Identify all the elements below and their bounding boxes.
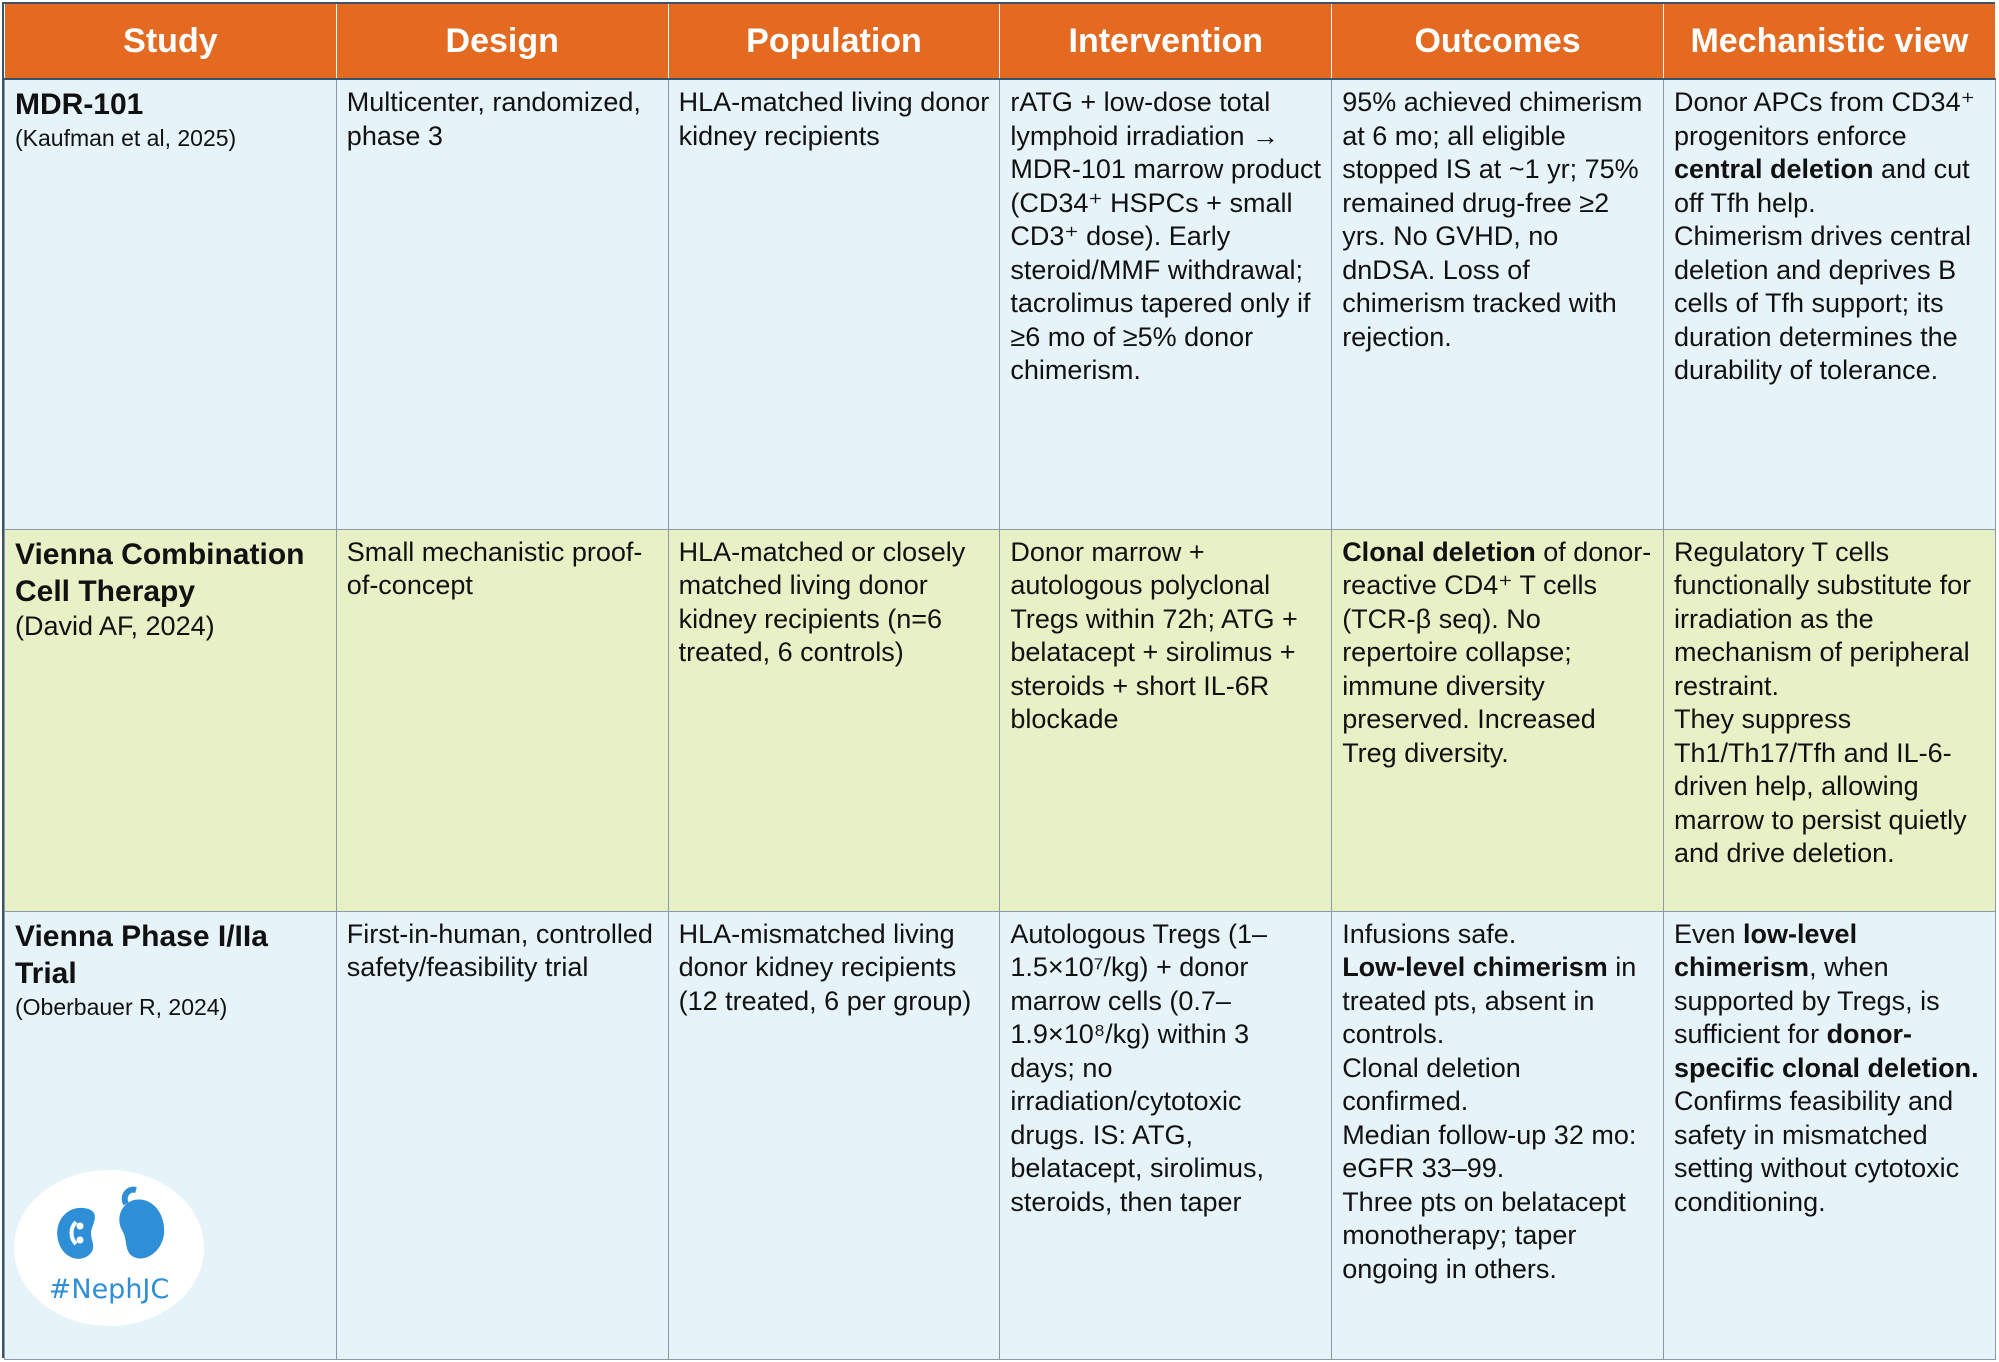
study-comparison-table: [4, 4, 1996, 1360]
outcomes-emphasis: Low-level chimerism: [1342, 952, 1608, 982]
mech-paragraph: Chimerism drives central deletion and deprives B cells of Tfh support; its duration determines the durability of tolerance.: [1673, 221, 1972, 385]
mech-text: Donor APCs from CD34⁺ progenitors enforce: [1673, 87, 1975, 151]
mech-text: and cut off Tfh help.: [1673, 154, 1970, 218]
outcomes-line: Median follow-up 32 mo: eGFR 33–99.: [1342, 1119, 1637, 1183]
study-name: Vienna Combination Cell Therapy: [15, 537, 305, 608]
outcomes-cell: 95% achieved chimerism at 6 mo; all eligible stopped IS at ~1 yr; 75% remained drug-free ≥2 yrs. No GVHD, no dnDSA. Loss of chimerism tracked with rejection.: [1332, 79, 1664, 529]
study-citation: (Oberbauer R, 2024): [15, 993, 228, 1020]
mech-text: Confirms feasibility and safety in mismatched setting without cytotoxic conditioning.: [1673, 1086, 1960, 1217]
mech-paragraph: Regulatory T cells functionally substitute for irradiation as the mechanism of peripheral restraint.: [1673, 536, 1972, 701]
design-cell: Multicenter, randomized, phase 3: [336, 79, 668, 529]
study-name: Vienna Phase I/IIa Trial: [15, 919, 268, 990]
header-design: Design: [336, 4, 668, 79]
study-comparison-table-frame: [2, 2, 1995, 1358]
header-row: [5, 4, 1996, 79]
population-cell: HLA-mismatched living donor kidney recipients (12 treated, 6 per group): [668, 911, 1000, 1359]
table-row: [5, 911, 1996, 1359]
header-mechanistic-view: Mechanistic view: [1663, 4, 1995, 79]
study-citation: (Kaufman et al, 2025): [15, 125, 237, 151]
header-intervention: Intervention: [1000, 4, 1332, 79]
intervention-cell: Donor marrow + autologous polyclonal Tregs within 72h; ATG + belatacept + sirolimus + steroids + short IL-6R blockade: [1000, 529, 1332, 911]
mech-paragraph: [1674, 86, 1985, 220]
study-cell: [5, 79, 337, 529]
outcomes-text: of donor-reactive CD4⁺ T cells (TCR-β seq). No repertoire collapse; immune diversity preserved. Increased Treg diversity.: [1342, 536, 1652, 768]
outcomes-cell: [1332, 911, 1664, 1359]
outcomes-emphasis: Clonal deletion: [1342, 536, 1536, 567]
intervention-cell: rATG + low-dose total lymphoid irradiation → MDR-101 marrow product (CD34⁺ HSPCs + small CD3⁺ dose). Early steroid/MMF withdrawal; tacrolimus tapered only if ≥6 mo of ≥5% donor chimerism.: [1000, 79, 1332, 529]
outcomes-cell: [1332, 529, 1664, 911]
mech-text: Even: [1673, 918, 1744, 949]
header-population: Population: [668, 4, 1000, 79]
table-row: [5, 529, 1996, 911]
outcomes-line: Three pts on belatacept monotherapy; taper ongoing in others.: [1342, 1186, 1626, 1284]
mech-emphasis: central deletion: [1673, 154, 1874, 184]
header-outcomes: Outcomes: [1332, 4, 1664, 79]
outcomes-line: Clonal deletion confirmed.: [1342, 1052, 1521, 1116]
design-cell: First-in-human, controlled safety/feasibility trial: [336, 911, 668, 1359]
mechanistic-view-cell: [1663, 79, 1995, 529]
mechanistic-view-cell: [1663, 529, 1995, 911]
outcomes-line: [1342, 951, 1653, 1052]
design-cell: Small mechanistic proof-of-concept: [336, 529, 668, 911]
study-cell: [5, 529, 337, 911]
outcomes-text: in treated pts, absent in controls.: [1342, 952, 1637, 1049]
nephjc-logo: [14, 1170, 204, 1326]
mech-emphasis: low-level chimerism: [1673, 918, 1858, 982]
outcomes-line: Infusions safe.: [1342, 918, 1517, 949]
study-name: MDR-101: [15, 88, 144, 121]
population-cell: HLA-matched living donor kidney recipients: [668, 79, 1000, 529]
header-study: Study: [5, 4, 337, 79]
mech-text: , when supported by Tregs, is sufficient for: [1673, 952, 1940, 1049]
mechanistic-view-cell: [1663, 911, 1995, 1359]
intervention-cell: Autologous Tregs (1–1.5×10⁷/kg) + donor marrow cells (0.7–1.9×10⁸/kg) within 3 days; no irradiation/cytotoxic drugs. IS: ATG, belatacept, sirolimus, steroids, then taper: [1000, 911, 1332, 1359]
population-cell: HLA-matched or closely matched living donor kidney recipients (n=6 treated, 6 controls): [668, 529, 1000, 911]
table-row: [5, 79, 1996, 529]
mech-paragraph: They suppress Th1/Th17/Tfh and IL-6-driven help, allowing marrow to persist quietly and drive deletion.: [1673, 704, 1967, 868]
study-citation: (David AF, 2024): [15, 610, 215, 641]
mech-emphasis: donor-specific clonal deletion.: [1673, 1019, 1979, 1083]
nephjc-logo-text: #NephJC: [48, 1274, 170, 1305]
kidney-icon: [14, 1170, 204, 1280]
